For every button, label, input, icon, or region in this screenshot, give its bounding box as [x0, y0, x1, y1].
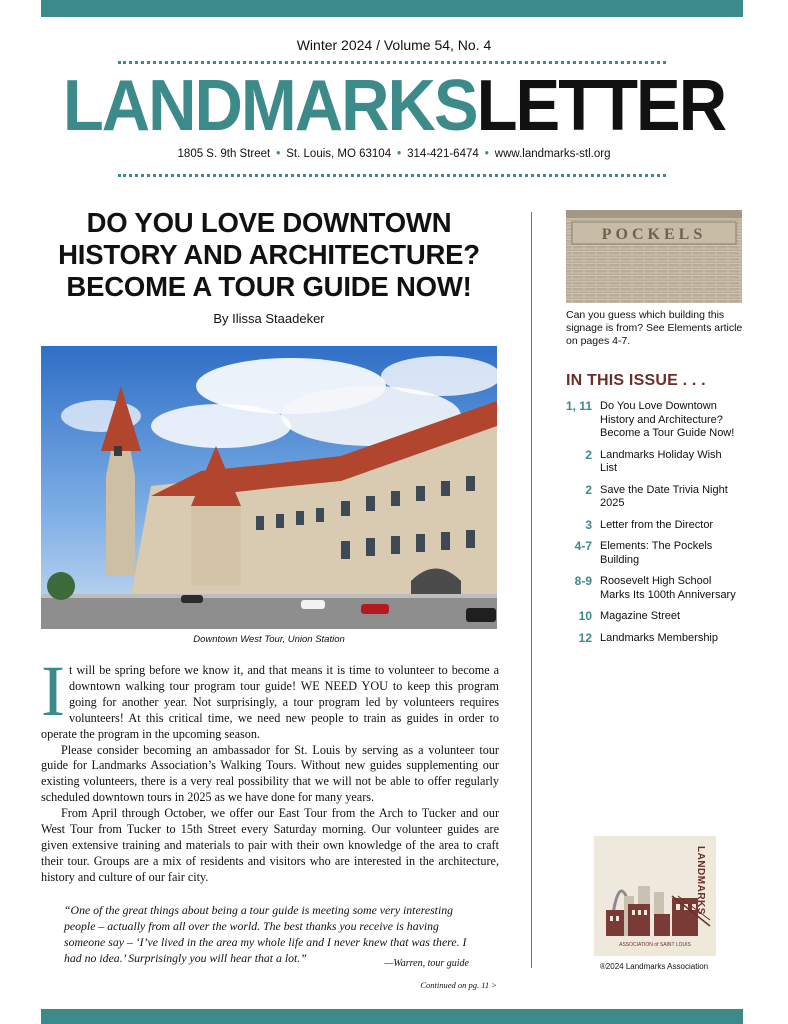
address-city: St. Louis, MO 63104 [286, 148, 392, 160]
toc-item-title: Roosevelt High School Marks Its 100th Anniversary [600, 575, 736, 601]
headline-line: BECOME A TOUR GUIDE NOW! [66, 271, 472, 302]
pockels-signage-photo [566, 210, 742, 303]
toc-item-title: Landmarks Membership [600, 631, 718, 644]
address-street: 1805 S. 9th Street [177, 148, 271, 160]
toc-title: IN THIS ISSUE . . . [566, 372, 706, 389]
article-body [41, 651, 499, 886]
toc-item-title: Landmarks Holiday Wish List [600, 448, 722, 474]
photo-caption: Downtown West Tour, Union Station [193, 634, 345, 645]
headline-line: DO YOU LOVE DOWNTOWN [86, 207, 452, 238]
toc-item[interactable] [548, 575, 748, 602]
toc-pages: 2 [585, 447, 592, 462]
toc-item[interactable] [548, 484, 748, 511]
toc-item-title: Letter from the Director [600, 518, 714, 531]
separator: • [484, 148, 489, 160]
toc-pages: 8-9 [574, 574, 592, 588]
toc-item[interactable] [548, 449, 748, 476]
paragraph: Please consider becoming an ambassador for St. Louis by serving as a volunteer tour guide for Landmarks Association’s Walking Tours. Without new guides supplementing our existing volunteers, there is a very real possibility that we will not be able to offer regularly scheduled downtown tours in 2025 as we have done for many years. [41, 742, 499, 805]
toc-item[interactable] [548, 400, 748, 441]
copyright: ®2024 Landmarks Association [599, 962, 709, 971]
issue-line: Winter 2024 / Volume 54, No. 4 [296, 37, 492, 53]
continued-link[interactable]: Continued on pg. 11 > [420, 980, 497, 990]
dotted-rule-bottom [118, 174, 666, 177]
logo-word: LANDMARKS [695, 846, 706, 915]
toc-item-title: Elements: The Pockels Building [600, 540, 713, 566]
table-of-contents [548, 400, 748, 653]
toc-item-title: Magazine Street [600, 610, 681, 622]
toc-pages: 10 [578, 609, 592, 623]
drop-cap: I [41, 651, 65, 731]
top-band [41, 0, 743, 17]
masthead [0, 64, 788, 146]
toc-item-title: Save the Date Trivia Night 2025 [600, 483, 728, 509]
toc-pages: 1, 11 [565, 399, 592, 413]
paragraph: From April through October, we offer our East Tour from the Arch to Tucker and our West Tour from Tucker to 15th Street every Saturday morning. Our volunteer guides are given extensive training and materials to pair with their own knowledge of the area to craft their tour. Groups are a mix of residents and visitors who are interested in the architecture, history and culture of our fair city. [41, 806, 499, 884]
toc-pages: 12 [578, 630, 592, 645]
column-divider [531, 212, 532, 968]
landmarks-logo [594, 836, 716, 956]
dotted-rule-top [118, 61, 666, 64]
address-phone: 314-421-6474 [407, 148, 479, 160]
separator: • [276, 148, 281, 160]
toc-item[interactable] [548, 540, 748, 567]
union-station-photo [41, 346, 497, 629]
logo-subtitle: ASSOCIATION of SAINT LOUIS [619, 942, 691, 948]
masthead-letter: LETTER [476, 64, 726, 146]
headline-line: HISTORY AND ARCHITECTURE? [58, 239, 480, 270]
toc-item[interactable] [548, 519, 748, 533]
pull-quote: “One of the great things about being a tour guide is meeting some very interesting people – actually from all over the world. The best thanks you receive is having someone say – ‘I’ve lived in the area my whole life and I never knew that was there. I had no idea.’ Surprisingly you will hear that a lot.” [64, 903, 467, 965]
toc-item[interactable] [548, 610, 748, 624]
signage-text: POCKELS [601, 226, 707, 243]
byline: By Ilissa Staadeker [213, 311, 325, 326]
separator: • [397, 148, 402, 160]
toc-pages: 3 [585, 517, 592, 532]
paragraph [41, 651, 499, 743]
toc-pages: 2 [585, 482, 592, 497]
article-headline [41, 207, 497, 303]
toc-pages: 4-7 [574, 539, 592, 553]
signage-caption: Can you guess which building this signage is from? See Elements article on pages 4-7. [566, 309, 743, 347]
paragraph-text: t will be spring before we know it, and that means it is time to volunteer to become a downtown walking tour program tour guide! WE NEED YOU to keep this program going for another year. Not surprisingly, a tour program led by volunteers requires volunteers! At this critical time, we need new people to train as guides in order to operate the program in the upcoming season. [41, 663, 499, 741]
toc-item[interactable] [548, 632, 748, 646]
address-line [0, 148, 788, 160]
quote-attribution: —Warren, tour guide [384, 958, 469, 969]
bottom-band [41, 1009, 743, 1024]
address-web[interactable]: www.landmarks-stl.org [494, 148, 611, 160]
toc-item-title: Do You Love Downtown History and Architecture? Become a Tour Guide Now! [600, 400, 735, 439]
masthead-landmarks: LANDMARKS [62, 64, 477, 146]
